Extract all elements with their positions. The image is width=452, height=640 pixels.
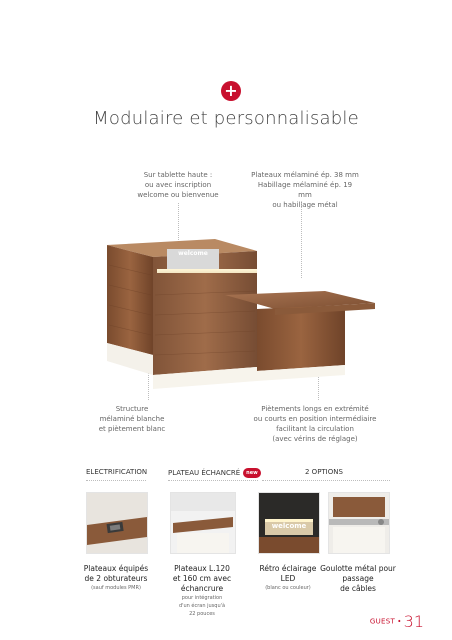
reception-desk-image [95,225,380,395]
callout-line: Habillage mélaminé ép. 19 mm [257,181,353,199]
caption-line: et 160 cm avec [172,574,232,583]
callout-line: Structure [115,405,149,413]
thumb-led [258,492,320,554]
cutout-tray-icon [171,493,235,553]
power-socket-icon [87,493,147,553]
caption-note: (blanc ou couleur) [265,585,311,591]
new-badge: new [243,468,261,478]
caption-line: Rétro éclairage [259,564,317,573]
callout-line: (avec vérins de réglage) [272,435,358,443]
section-two-options: 2 OPTIONS [305,468,343,476]
callout-bottom-right [250,404,380,444]
caption-line: Plateaux équipés [83,564,149,573]
callout-line: Piètements longs en extrémité [261,405,369,413]
callout-line: ou habillage métal [272,201,338,209]
section-electrification: ELECTRIFICATION [86,468,148,476]
caption-line: LED [280,574,296,583]
bullet-icon: • [397,617,404,626]
page-footer [370,612,424,631]
caption-line: passage [342,574,374,583]
divider [262,480,390,481]
callout-line: mélaminé blanche [99,415,165,423]
callout-line: et piètement blanc [98,425,166,433]
thumb-plateau [170,492,236,554]
section-plateau-label: PLATEAU ÉCHANCRÉ [168,469,241,477]
caption-line: échancrure [180,584,224,593]
caption-cable [313,564,403,594]
callout-top-left [128,170,228,200]
caption-line: de 2 obturateurs [84,574,148,583]
caption-line: de câbles [340,584,376,593]
thumb-cable [328,492,390,554]
callout-line: ou courts en position intermédiaire [253,415,377,423]
page-title: Modulaire et personnalisable [93,108,359,129]
callout-top-right [250,170,360,210]
caption-electrification [71,564,161,592]
caption-line: Plateaux L.120 [174,564,230,573]
callout-line: Sur tablette haute : [143,171,213,179]
caption-plateau [157,564,247,618]
caption-note: pour intégration d'un écran jusqu'à 22 pouces [178,595,226,617]
cable-channel-icon [329,493,389,553]
thumb-welcome-label: welcome [271,522,307,530]
callout-line: facilitant la circulation [276,425,354,433]
brand-name: GUEST [369,617,396,626]
page-number: 31 [403,612,424,631]
callout-line: ou avec inscription [144,181,212,189]
divider [168,480,258,481]
caption-note: (sauf modules PMR) [91,585,141,591]
desk-welcome-label: welcome [178,250,208,257]
callout-line: welcome ou bienvenue [137,191,219,199]
callout-bottom-left [82,404,182,434]
section-plateau [168,468,261,478]
caption-line: Goulotte métal pour [320,564,396,573]
plus-icon: + [221,81,241,101]
thumb-electrification [86,492,148,554]
divider [86,480,146,481]
callout-line: Plateaux mélaminé ép. 38 mm [251,171,359,179]
